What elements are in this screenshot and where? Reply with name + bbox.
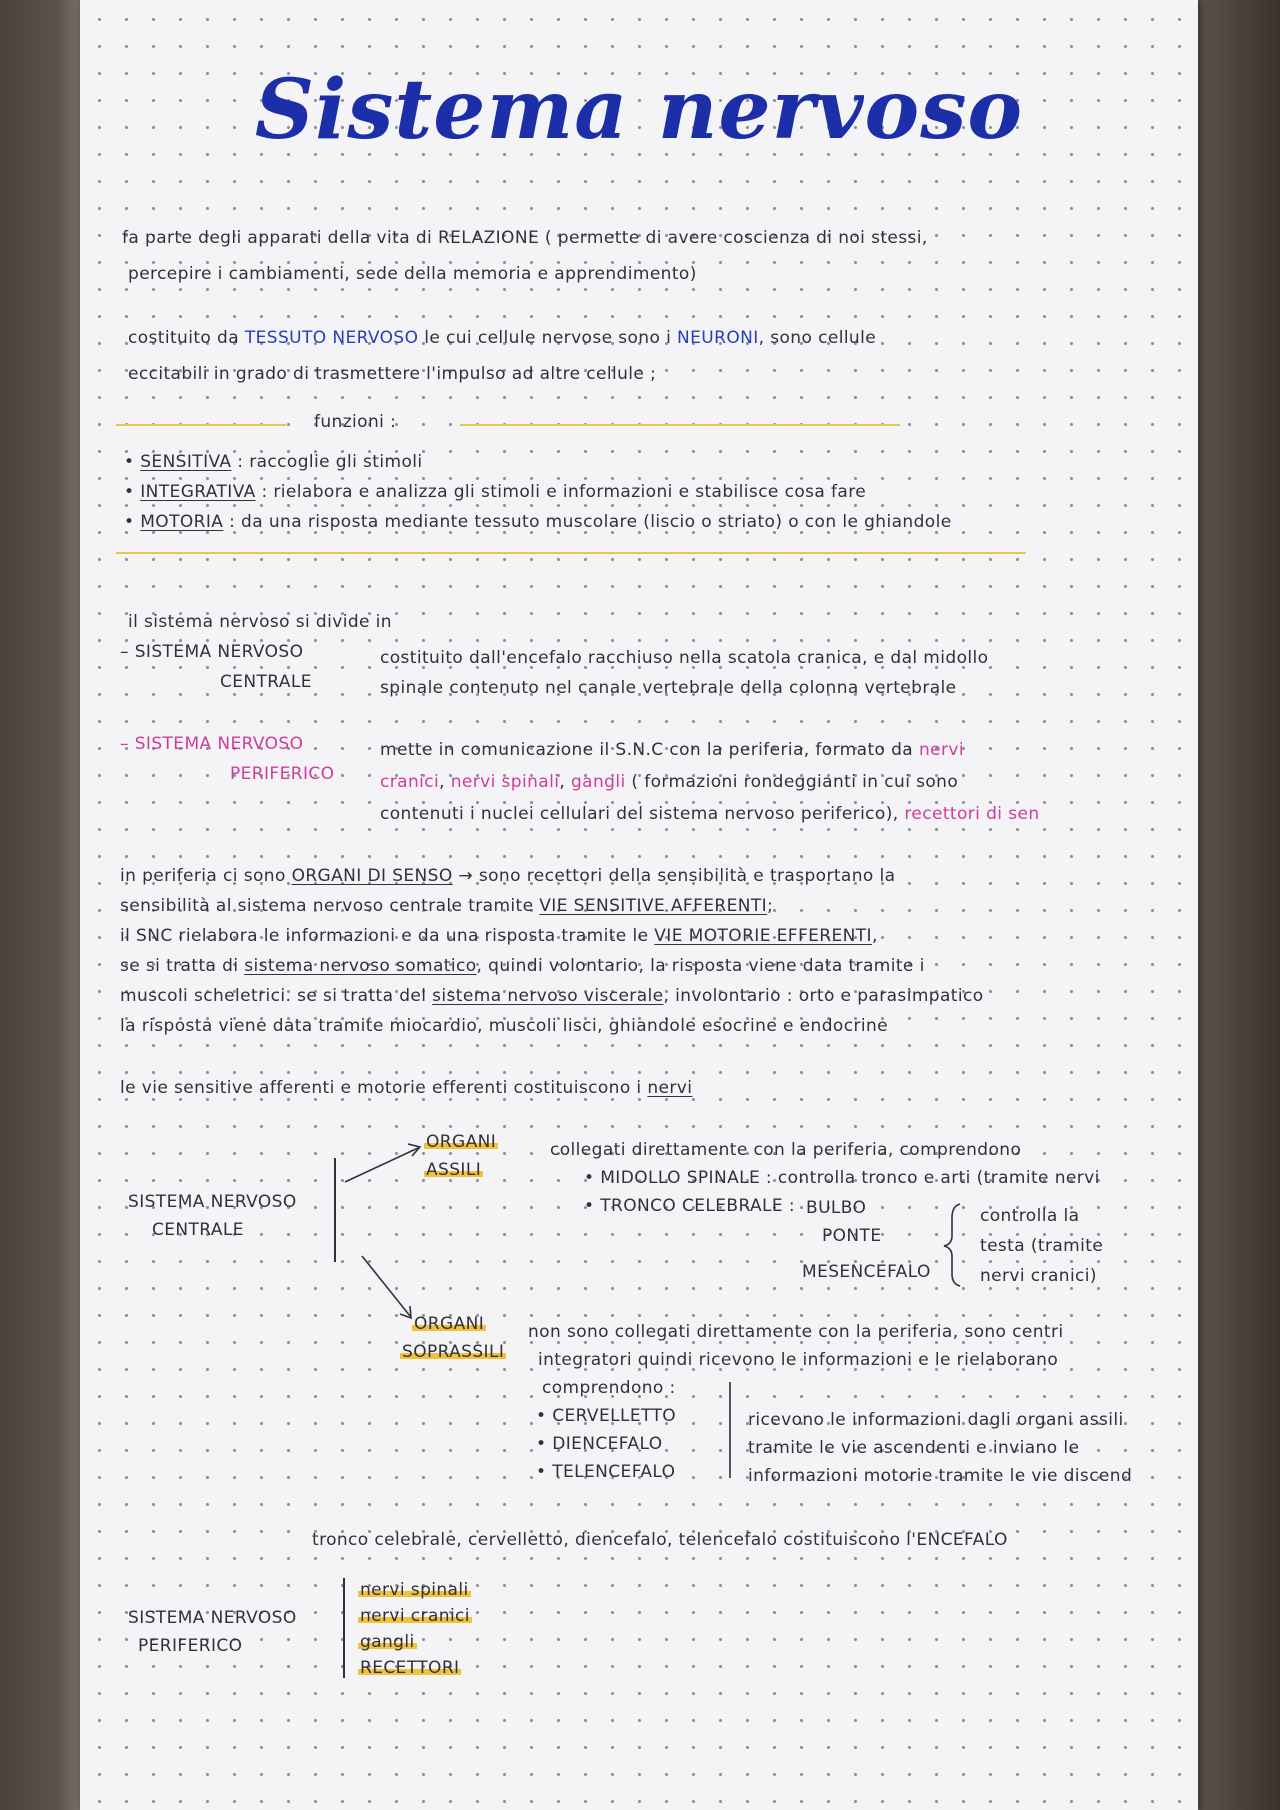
organi-soprassili-2 [400,1342,506,1362]
recettori-term: recettori di sen [904,804,1040,824]
snc-desc-1: costituito dall'encefalo racchiuso nella scatola cranica, e dal midollo [380,648,989,668]
snp-item-gangli [358,1632,417,1652]
snp-root-2: PERIFERICO [138,1636,243,1656]
ricevono-3: informazioni motorie tramite le vie discend [748,1466,1133,1486]
function-text: : rielabora e analizza gli stimoli e informazioni e stabilisce cosa fare [255,482,867,502]
function-item-sensitiva: • SENSITIVA : raccoglie gli stimoli [124,452,423,472]
nervi-term: nervi [647,1078,693,1098]
snp-desc-text: mette in comunicazione il S.N.C con la periferia, formato da [380,740,919,760]
snp-item: gangli [360,1632,415,1652]
controlla-3: nervi cranici) [980,1266,1097,1286]
text: sensibilità al sistema nervoso centrale tramite [120,896,540,916]
function-name: SENSITIVA [140,452,232,472]
ponte: PONTE [822,1226,882,1246]
vie-motorie-term: VIE MOTORIE EFFERENTI [654,926,872,946]
soprassili-desc-1: non sono collegati direttamente con la periferia, sono centri [528,1322,1064,1342]
text: , quindi volontario, la risposta viene data tramite i [476,956,925,976]
snp-desc-tail: ( formazioni rondeggianti in cui sono [625,772,959,792]
periphery-line-6: la risposta viene data tramite miocardio, muscoli lisci, ghiandole esocrine e endocrine [120,1016,888,1036]
soprassili-label: SOPRASSILI [402,1342,505,1362]
division-intro: il sistema nervoso si divide in [128,612,392,632]
function-item-integrativa: • INTEGRATIVA : rielabora e analizza gli stimoli e informazioni e stabilisce cosa fare [124,482,867,502]
snc-name-line-1: – SISTEMA NERVOSO [120,642,304,662]
snp-item: nervi cranici [360,1606,470,1626]
intro-text-tail: ( permette di avere coscienza di noi stessi, [539,228,928,248]
intro-text: fa parte degli apparati della vita di [122,228,438,248]
tissue-text-a: costituito da [128,328,245,348]
midollo-spinale: • MIDOLLO SPINALE : controlla tronco e arti (tramite nervi [584,1168,1100,1188]
controlla-2: testa (tramite [980,1236,1104,1256]
text: il SNC rielabora le informazioni e da una risposta tramite le [120,926,655,946]
ricevono-1: ricevono le informazioni dagli organi assili [748,1410,1124,1430]
snp-item-nervi-spinali [358,1580,471,1600]
text: ; [767,896,774,916]
snp-name: SISTEMA NERVOSO [134,734,304,754]
organi-label: ORGANI [426,1132,497,1152]
sep: , [439,772,451,792]
nervi-spinali-term: nervi spinali [450,772,560,792]
notebook-page [80,0,1198,1810]
snc-root-1: SISTEMA NERVOSO [128,1192,297,1212]
relazione-term: RELAZIONE [437,228,540,248]
sep: , [559,772,571,792]
function-name: INTEGRATIVA [140,482,256,502]
text: in periferia ci sono [120,866,292,886]
background-left [0,0,80,1810]
nervi-term: nervi [918,740,964,760]
cervelletto: • CERVELLETTO [536,1406,677,1426]
encefalo-note: tronco celebrale, cervelletto, diencefalo, telencefalo costituiscono l'ENCEFALO [312,1530,1008,1550]
organi-label: ORGANI [414,1314,485,1334]
organi-assili-1 [424,1132,498,1152]
somatico-term: sistema nervoso somatico [244,956,477,976]
snp-name-line-1: – SISTEMA NERVOSO [120,734,304,754]
organi-assili-2 [424,1160,483,1180]
tronco-brace [944,1204,960,1286]
organi-di-senso-term: ORGANI DI SENSO [291,866,453,886]
assili-label: ASSILI [426,1160,482,1180]
snp-name-line-2: PERIFERICO [230,764,335,784]
neuroni-term: NEURONI [677,328,759,348]
cranici-term: cranici [380,772,440,792]
snc-name: SISTEMA NERVOSO [134,642,304,662]
assili-desc: collegati direttamente con la periferia, comprendono [550,1140,1022,1160]
telencefalo: • TELENCEFALO [536,1462,676,1482]
viscerale-term: sistema nervoso viscerale [432,986,664,1006]
snc-desc-2: spinale contenuto nel canale vertebrale della colonna vertebrale [380,678,957,698]
text: muscoli scheletrici. se si tratta del [120,986,433,1006]
soprassili-desc-3: comprendono : [542,1378,676,1398]
snp-item: nervi spinali [360,1580,469,1600]
tissue-text-e: , sono cellule [758,328,877,348]
text: , [871,926,878,946]
function-text: : raccoglie gli stimoli [231,452,423,472]
snp-root-1: SISTEMA NERVOSO [128,1608,297,1628]
ricevono-2: tramite le vie ascendenti e inviano le [748,1438,1080,1458]
background-right [1198,0,1280,1810]
mesencefalo: MESENCEFALO [802,1262,931,1282]
snp-item: RECETTORI [360,1658,460,1678]
text: , involontario : orto e parasimpatico [663,986,984,1006]
gangli-term: gangli [570,772,626,792]
text: le vie sensitive afferenti e motorie efferenti costituiscono i [120,1078,648,1098]
tissue-text-c: le cui cellule nervose sono i [418,328,678,348]
tessuto-nervoso-term: TESSUTO NERVOSO [244,328,419,348]
functions-heading: funzioni : [314,412,397,432]
snc-root-2: CENTRALE [152,1220,244,1240]
vie-sensitive-term: VIE SENSITIVE AFFERENTI [539,896,768,916]
text: → sono recettori della sensibilità e trasportano la [452,866,896,886]
organi-soprassili-1 [412,1314,486,1334]
soprassili-desc-2: integratori quindi ricevono le informazioni e le rielaborano [538,1350,1059,1370]
function-name: MOTORIA [140,512,224,532]
intro-line-2: percepire i cambiamenti, sede della memoria e apprendimento) [128,264,697,284]
tronco-celebrale: • TRONCO CELEBRALE : [584,1196,795,1216]
snp-item-nervi-cranici [358,1606,472,1626]
snp-item-recettori [358,1658,461,1678]
page-title: Sistema nervoso [254,62,1024,158]
arrow-to-soprassili [362,1256,410,1316]
controlla-1: controlla la [980,1206,1080,1226]
diencefalo: • DIENCEFALO [536,1434,663,1454]
tissue-line-2: eccitabili in grado di trasmettere l'impulso ad altre cellule ; [128,364,657,384]
bulbo: BULBO [806,1198,867,1218]
function-text: : da una risposta mediante tessuto muscolare (liscio o striato) o con le ghiandole [223,512,952,532]
text: se si tratta di [120,956,245,976]
arrow-to-assili [345,1148,418,1182]
snp-desc-text: contenuti i nuclei cellulari del sistema nervoso periferico), [380,804,905,824]
snc-name-line-2: CENTRALE [220,672,312,692]
function-item-motoria: • MOTORIA : da una risposta mediante tessuto muscolare (liscio o striato) o con le ghiandole [124,512,952,532]
